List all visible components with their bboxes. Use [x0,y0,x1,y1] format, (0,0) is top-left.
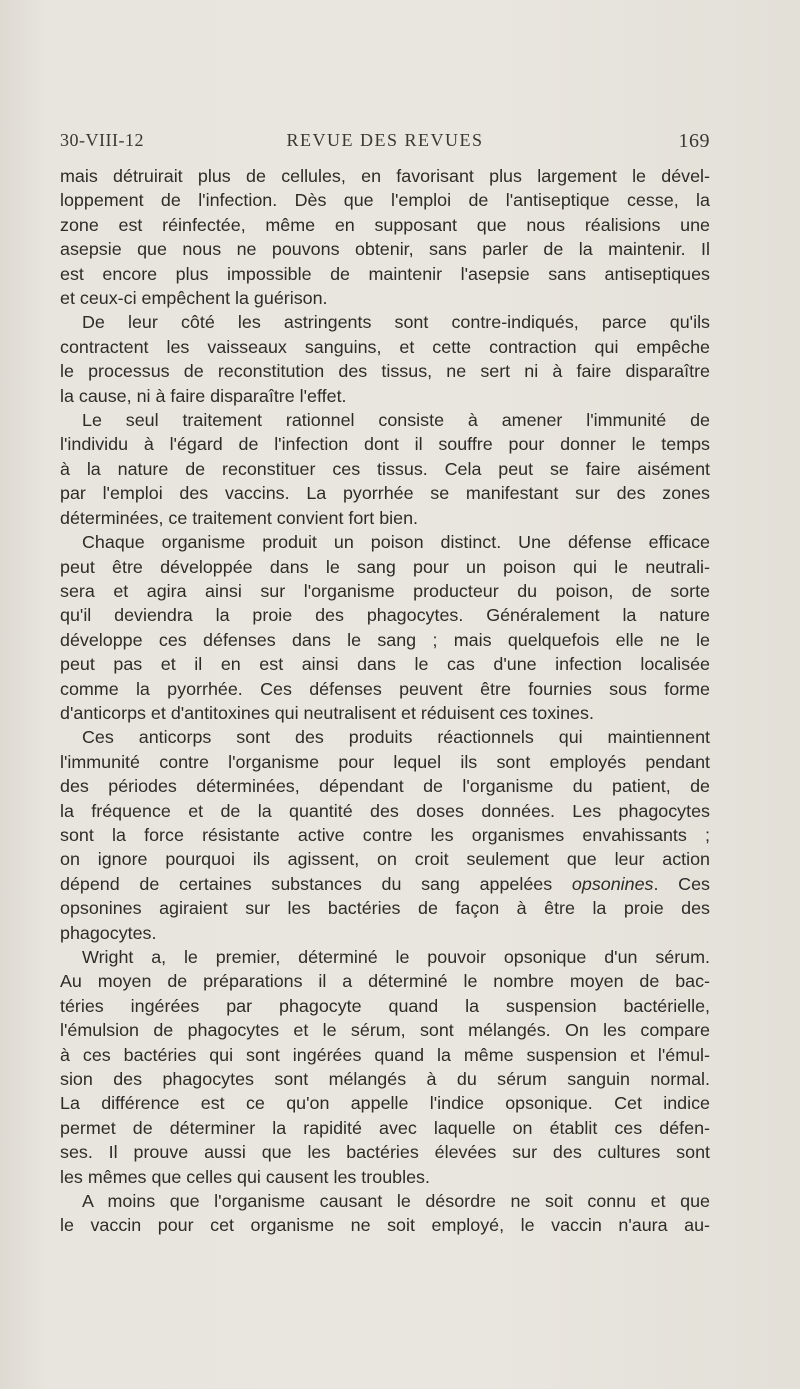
text-line: De leur côté les astringents sont contre-indiqués, parce qu'ils [82,312,710,333]
text-line: le processus de reconstitution des tissus, ne sert ni à faire disparaître [60,361,710,382]
text-line: zone est réinfectée, même en supposant que nous réalisions une [60,214,710,235]
text-line: déterminées, ce traitement convient fort bien. [60,507,418,528]
text-line: par l'emploi des vaccins. La pyorrhée se manifestant sur des zones [60,483,710,504]
text-line: est encore plus impossible de maintenir l'asepsie sans antiseptiques [60,263,710,284]
text-line: La différence est ce qu'on appelle l'indice opsonique. Cet indice [60,1093,710,1114]
text-line: des périodes déterminées, dépendant de l'organisme du patient, de [60,776,710,797]
text-line: loppement de l'infection. Dès que l'emploi de l'antiseptique cesse, la [60,190,710,211]
text-line: Au moyen de préparations il a déterminé le nombre moyen de bac- [60,971,710,992]
text-line: peut pas et il en est ainsi dans le cas d'une infection localisée [60,654,710,675]
body-text [60,164,710,1238]
header-date: 30-VIII-12 [60,130,144,150]
text-line: peut être développée dans le sang pour un poison qui le neutrali- [60,556,710,577]
text-line: développe ces défenses dans le sang ; mais quelquefois elle ne le [60,629,710,650]
text-line: la cause, ni à faire disparaître l'effet. [60,385,347,406]
text-line: qu'il deviendra la proie des phagocytes. Généralement la nature [60,605,710,626]
text-line: le vaccin pour cet organisme ne soit employé, le vaccin n'aura au- [60,1215,710,1236]
text-line: asepsie que nous ne pouvons obtenir, sans parler de la maintenir. Il [60,239,710,260]
text-line: mais détruirait plus de cellules, en favorisant plus largement le dével- [60,166,710,186]
emphasized-term: opsonines [571,873,654,894]
paragraph-2 [60,310,710,408]
text-line: contractent les vaisseaux sanguins, et cette contraction qui empêche [60,336,710,357]
text-line: Ces anticorps sont des produits réactionnels qui maintiennent [82,727,710,748]
text-line: la fréquence et de la quantité des doses données. Les phagocytes [60,800,710,821]
text-line: sera et agira ainsi sur l'organisme producteur du poison, de sorte [60,580,710,601]
text-line: l'émulsion de phagocytes et le sérum, sont mélangés. On les compare [60,1020,710,1041]
text-fragment: dépend de certaines substances du sang appelées [60,873,553,894]
text-line: ses. Il prouve aussi que les bactéries élevées sur des cultures sont [60,1142,710,1163]
text-line: permet de déterminer la rapidité avec laquelle on établit ces défen- [60,1117,710,1138]
text-line: à la nature de reconstituer ces tissus. Cela peut se faire aisément [60,458,710,479]
text-line: on ignore pourquoi ils agissent, on croit seulement que leur action [60,849,710,870]
text-line-mixed [60,872,710,896]
text-line: téries ingérées par phagocyte quand la suspension bactérielle, [60,995,710,1016]
text-line: phagocytes. [60,922,157,943]
paragraph-5 [60,725,710,945]
text-line: Le seul traitement rationnel consiste à amener l'immunité de [82,410,710,431]
text-fragment: . Ces [653,873,710,894]
header-title: REVUE DES REVUES [286,130,484,150]
page-number: 169 [678,130,710,152]
paragraph-1 [60,164,710,310]
paragraph-4 [60,530,710,725]
text-line: les mêmes que celles qui causent les troubles. [60,1166,430,1187]
text-line: et ceux-ci empêchent la guérison. [60,288,328,309]
text-line: Chaque organisme produit un poison distinct. Une défense efficace [82,532,710,553]
text-line: l'individu à l'égard de l'infection dont il souffre pour donner le temps [60,434,710,455]
running-header [60,130,710,156]
text-line: à ces bactéries qui sont ingérées quand la même suspension et l'émul- [60,1044,710,1065]
text-line: opsonines agiraient sur les bactéries de façon à être la proie des [60,898,710,919]
paragraph-6 [60,945,710,1189]
paragraph-7 [60,1189,710,1238]
text-line: sion des phagocytes sont mélangés à du sérum sanguin normal. [60,1069,710,1090]
text-line: d'anticorps et d'antitoxines qui neutralisent et réduisent ces toxines. [60,702,594,723]
text-line: l'immunité contre l'organisme pour lequel ils sont employés pendant [60,751,710,772]
text-line: Wright a, le premier, déterminé le pouvoir opsonique d'un sérum. [82,947,710,967]
text-line: A moins que l'organisme causant le désordre ne soit connu et que [82,1191,710,1212]
paragraph-3 [60,408,710,530]
text-line: sont la force résistante active contre les organismes envahissants ; [60,824,710,845]
text-line: comme la pyorrhée. Ces défenses peuvent être fournies sous forme [60,678,710,699]
